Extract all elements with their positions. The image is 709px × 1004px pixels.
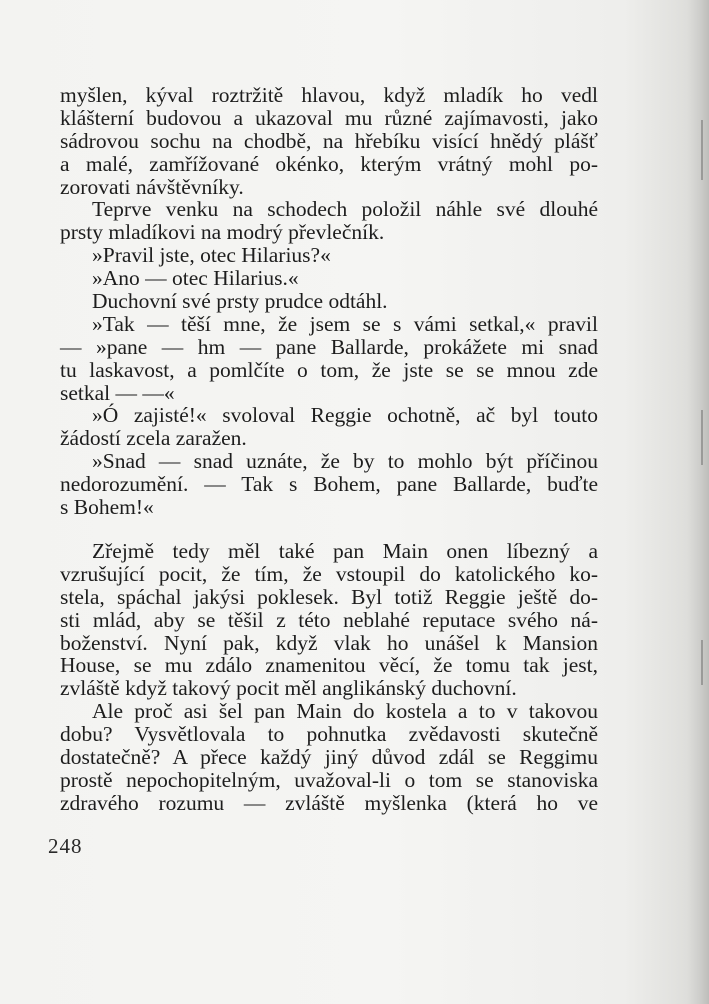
text-line: zdravého rozumu — zvláště myšlenka (která ho ve [60, 790, 598, 815]
page-edge-mark [701, 410, 703, 465]
text-line: myšlen, kýval roztržitě hlavou, když mladík ho vedl [60, 83, 598, 107]
page-number: 248 [48, 834, 83, 858]
text-line: zvláště když takový pocit měl anglikánský duchovní. [60, 676, 517, 701]
text-block-continuation [60, 84, 598, 519]
dialogue-line: nedorozumění. — Tak s Bohem, pane Ballarde, buďte [60, 472, 598, 497]
text-line: dobu? Vysvětlovala to pohnutka zvědavosti skutečně [60, 722, 598, 747]
text-line: vzrušující pocit, že tím, že vstoupil do katolického ko- [60, 561, 598, 586]
text-line: House, se mu zdálo znamenitou věcí, že tomu tak jest, [60, 653, 598, 678]
text-line: prostě nepochopitelným, uvažoval-li o tom se stanoviska [60, 767, 598, 792]
text-line: boženství. Nyní pak, když vlak ho unášel k Mansion [60, 630, 598, 655]
text-line: klášterní budovou a ukazoval mu různé zajímavosti, jako [60, 105, 598, 130]
text-line: zorovati návštěvníky. [60, 174, 244, 199]
text-line: Ale proč asi šel pan Main do kostela a to v takovou [92, 699, 598, 724]
dialogue-line: »Pravil jste, otec Hilarius?« [92, 243, 331, 268]
text-line: stela, spáchal jakýsi poklesek. Byl totiž Reggie ještě do- [60, 584, 598, 609]
dialogue-line: »Tak — těší mne, že jsem se s vámi setkal,« pravil [92, 311, 598, 336]
page-gutter-shadow [687, 0, 709, 1004]
dialogue-line: tu laskavost, a pomlčíte o tom, že jste se se mnou zde [60, 357, 598, 382]
text-line: sádrovou sochu na chodbě, na hřebíku visící hnědý plášť [60, 128, 598, 153]
dialogue-line: »Ó zajisté!« svoloval Reggie ochotně, ač byl touto [92, 403, 598, 428]
dialogue-line: »Ano — otec Hilarius.« [92, 266, 299, 291]
text-line: žádostí zcela zaražen. [60, 426, 247, 451]
text-line: Zřejmě tedy měl také pan Main onen líbezný a [92, 539, 598, 563]
text-line: Duchovní své prsty prudce odtáhl. [92, 289, 388, 314]
text-line: dostatečně? A přece každý jiný důvod zdál se Reggimu [60, 745, 598, 770]
text-line: sti mlád, aby se těšil z této neblahé reputace svého ná- [60, 607, 598, 632]
page-edge-mark [701, 120, 703, 180]
text-block-new-section [60, 540, 598, 815]
page-edge-mark [701, 640, 703, 685]
text-line: prsty mladíkovi na modrý převlečník. [60, 220, 385, 245]
dialogue-line: s Bohem!« [60, 495, 154, 520]
dialogue-line: — »pane — hm — pane Ballarde, prokážete mi snad [60, 334, 598, 359]
text-line: Teprve venku na schodech položil náhle své dlouhé [92, 197, 598, 222]
text-line: a malé, zamřížované okénko, kterým vrátný mohl po- [60, 151, 598, 176]
dialogue-line: »Snad — snad uznáte, že by to mohlo být příčinou [92, 449, 598, 474]
dialogue-line: setkal — —« [60, 380, 175, 405]
